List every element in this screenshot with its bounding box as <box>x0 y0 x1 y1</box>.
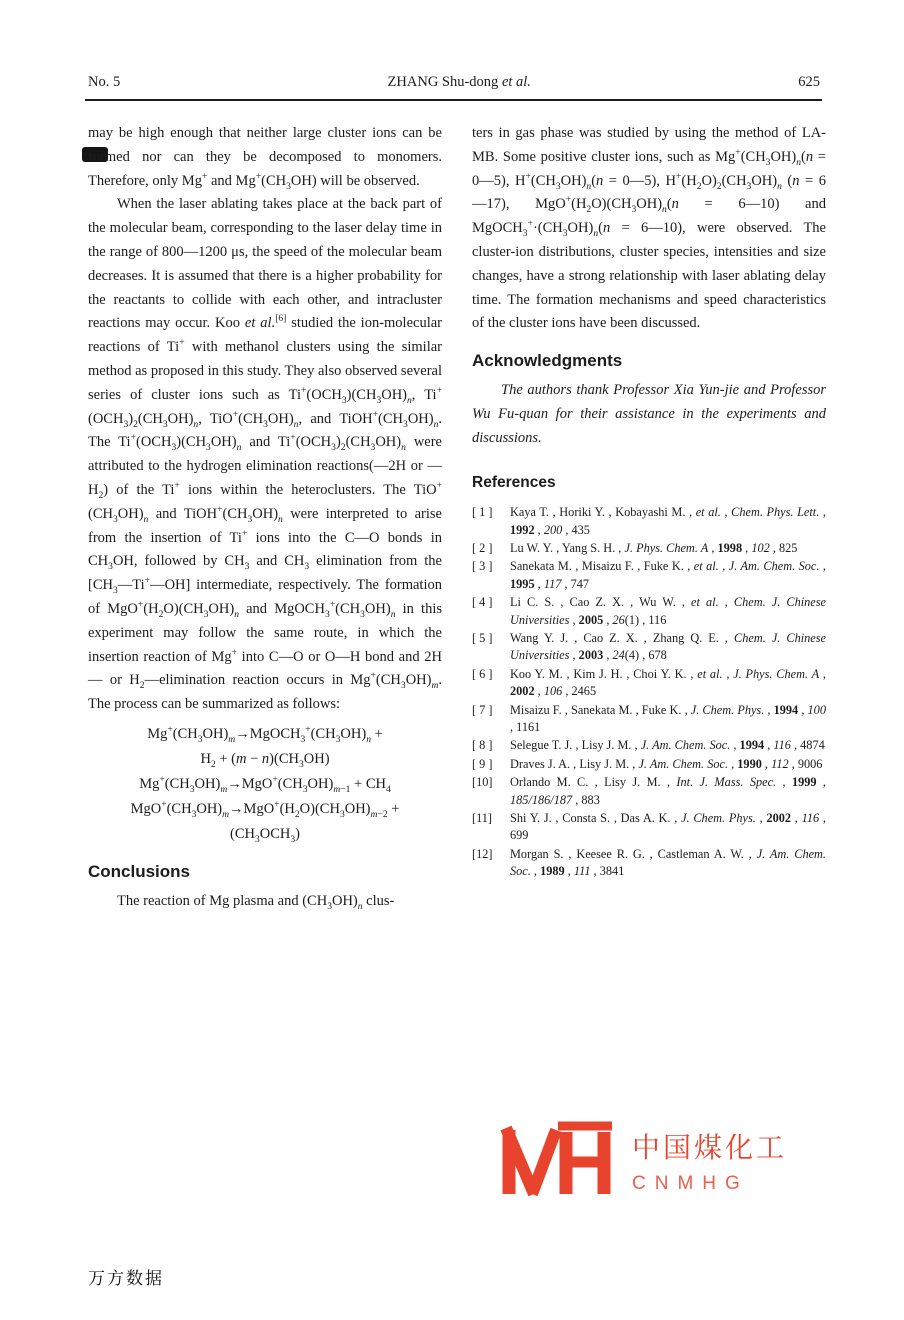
reference-item <box>472 504 826 539</box>
equation-line: $Mg^+(CH_3OH)_m\to MgOCH_3^+(CH_3OH)_n$ + <box>147 724 383 745</box>
reference-text: Selegue T. J. , Lisy J. M. , J. Am. Chem. Soc. , 1994 , 116 , 4874 <box>510 738 825 753</box>
reference-item <box>472 540 826 557</box>
equation-line: $Mg^+(CH_3OH)_m\to MgO^+(CH_3OH)_{m-1} + CH_4$ <box>139 774 391 795</box>
paragraph-discussion: When the laser ablating takes place at the back part of the molecular beam, corresponding to the laser delay time in the range of 800—1200 μs, the speed of the molecular beam decreases. It is assumed that there is a higher probability for the reactants to collide with each other, and intracluster reactions may occur. Koo et al.[6] studied the ion-molecular reactions of Ti+ with methanol clusters using the similar method as proposed in this study. They also observed several series of cluster ions such as $Ti^+(OCH_3)(CH_3OH)_n$, $Ti^+(OCH_3)_2(CH_3OH)_n$, $TiO^+(CH_3OH)_n$, and $TiOH^+(CH_3OH)_n$. The $Ti^+(OCH_3)(CH_3OH)_n$ and $Ti^+(OCH_3)_2(CH_3OH)_n$ were attributed to the hydrogen elimination reactions(—2H or $—H_2$) of the Ti+ ions within the heteroclusters. The $TiO^+(CH_3OH)_n$ and $TiOH^+(CH_3OH)_n$ were interpreted to arise from the insertion of Ti+ ions into the C—O bonds in $CH_3OH$, followed by $CH_3$ and $CH_3$ elimination from the $[CH_3—Ti^+—OH]$ intermediate, respectively. The formation of $MgO^+(H_2O)(CH_3OH)_n$ and $MgOCH_3^+(CH_3OH)_n$ in this experiment may follow the same route, in which the insertion reaction of Mg+ into C—O or O—H bond and 2H— or $H_2—elimination$ reaction occurs in $Mg^+(CH_3OH)_m$. The process can be summarized as follows: <box>88 196 443 713</box>
reference-text: Draves J. A. , Lisy J. M. , J. Am. Chem. Soc. , 1990 , 112 , 9006 <box>510 756 823 771</box>
reference-label: [ 9 ] <box>472 756 493 771</box>
reference-item <box>472 558 826 593</box>
reference-item <box>472 666 826 701</box>
reference-item <box>472 810 826 845</box>
reference-text: Shi Y. J. , Consta S. , Das A. K. , J. Chem. Phys. , 2002 , 116 , 699 <box>510 811 826 843</box>
paragraph-continued: may be high enough that neither large cluster ions can be formed nor can they be decomposed to monomers. Therefore, only Mg+ and $Mg^+(CH_3OH)$ will be observed. <box>88 125 442 192</box>
reference-label: [12] <box>472 846 493 861</box>
reference-label: [ 2 ] <box>472 540 493 555</box>
reference-text: Li C. S. , Cao Z. X. , Wu W. , et al. , Chem. J. Chinese Universities , 2005 , 26(1) , 116 <box>510 595 827 627</box>
reference-label: [ 8 ] <box>472 738 493 753</box>
equation-line: $(CH_3OCH_3)$ <box>229 825 300 845</box>
cnmhg-logo-block <box>500 1118 787 1196</box>
reference-label: [ 7 ] <box>472 702 493 717</box>
reference-text: Koo Y. M. , Kim J. H. , Choi Y. K. , et al. , J. Phys. Chem. A , 2002 , 106 , 2465 <box>510 666 827 699</box>
reference-text: Misaizu F. , Sanekata M. , Fuke K. , J. Chem. Phys. , 1994 , 100 , 1161 <box>510 702 826 735</box>
left-column <box>88 122 442 914</box>
header-rule <box>85 99 822 101</box>
reference-text: Lu W. Y. , Yang S. H. , J. Phys. Chem. A , 1998 , 102 , 825 <box>510 540 798 555</box>
reference-label: [ 6 ] <box>472 666 493 681</box>
right-column <box>472 122 826 882</box>
reference-text: Wang Y. J. , Cao Z. X. , Zhang Q. E. , Chem. J. Chinese Universities , 2003 , 24(4) , 678 <box>510 631 826 663</box>
reference-label: [10] <box>472 775 493 790</box>
equation-line: $H_2 + (m - n)(CH_3OH)$ <box>200 750 330 770</box>
running-header <box>88 74 820 91</box>
conclusions-paragraph-continued: ters in gas phase was studied by using the method of LA-MB. Some positive cluster ions, such as $Mg^+(CH_3OH)_n(n$ = 0—5), $H^+(CH_3OH)_n(n$ = 0—5), $H^+(H_2O)_2(CH_3OH)_n$ (n = 6—17), $MgO^+(H_2O)(CH_3OH)_n(n$ = 6—10) and $MgOCH_3^+\cdot(CH_3OH)_n(n$ = 6—10), were observed. The cluster-ion distributions, cluster species, intensities and size changes, have a strong relationship with laser ablating delay time. The formation mechanisms and speed characteristics of the cluster ions have been discussed. <box>472 125 826 332</box>
reference-item <box>472 756 826 773</box>
equation-line: $MgO^+(CH_3OH)_m\to MgO^+(H_2O)(CH_3OH)_{m-2}$ + <box>130 799 400 820</box>
wanfang-watermark: 万方数据 <box>88 1269 164 1288</box>
cnmhg-logo-text <box>632 1126 787 1195</box>
conclusions-heading: Conclusions <box>88 861 191 881</box>
reference-item <box>472 774 826 809</box>
logo-latin-name: CNMHG <box>632 1173 749 1194</box>
reference-label: [ 4 ] <box>472 595 493 610</box>
logo-chinese-name: 中国煤化工 <box>632 1132 788 1163</box>
references-list <box>472 504 826 881</box>
reference-item <box>472 702 826 737</box>
reference-text: Orlando M. C. , Lisy J. M. , Int. J. Mass. Spec. , 1999 , 185/186/187 , 883 <box>510 775 826 807</box>
references-heading: References <box>472 474 556 492</box>
reference-label: [ 5 ] <box>472 631 493 645</box>
conclusions-paragraph: The reaction of Mg plasma and $(CH_3OH)_n$ clus- <box>117 892 395 912</box>
header-authors: ZHANG Shu-dong et al. <box>387 74 531 90</box>
acknowledgments-heading: Acknowledgments <box>472 351 623 371</box>
reference-label: [ 3 ] <box>472 559 493 574</box>
header-issue: No. 5 <box>88 74 121 90</box>
reference-label: [ 1 ] <box>472 505 493 520</box>
reference-label: [11] <box>472 811 493 826</box>
reference-item <box>472 594 826 629</box>
header-page-number: 625 <box>798 74 820 90</box>
reference-text: Morgan S. , Keesee R. G. , Castleman A. W. , J. Am. Chem. Soc. , 1989 , 111 , 3841 <box>510 846 827 879</box>
acknowledgments-text: The authors thank Professor Xia Yun-jie and Professor Wu Fu-quan for their assistance in the experiments and discussions. <box>472 381 826 446</box>
reference-text: Kaya T. , Horiki Y. , Kobayashi M. , et al. , Chem. Phys. Lett. , 1992 , 200 , 435 <box>510 505 826 537</box>
reference-item <box>472 630 826 665</box>
reference-text: Sanekata M. , Misaizu F. , Fuke K. , et al. , J. Am. Chem. Soc. , 1995 , 117 , 747 <box>510 559 826 591</box>
reaction-equations <box>88 722 442 847</box>
reference-item <box>472 846 826 881</box>
reference-item <box>472 737 826 754</box>
cnmhg-logo-icon <box>500 1118 618 1196</box>
